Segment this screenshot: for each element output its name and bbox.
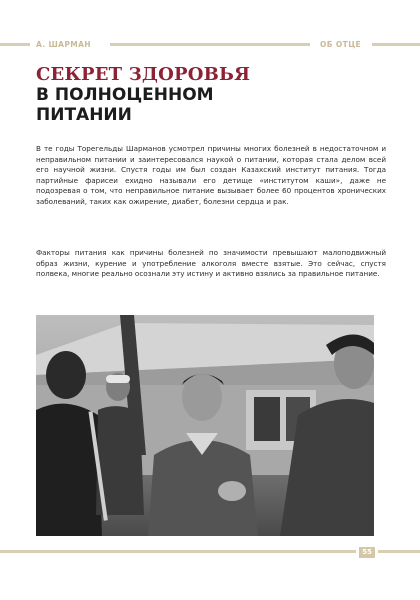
body-paragraph-1: В те годы Торегельды Шарманов усмотрел причины многих болезней в недостаточном и неправильном питании и заинтересовался наукой о питании, которая стала делом всей его научной жизни. Спустя годы им был создан Казахский институт питания. Тогда партийные фарисеи ехидно называли его детище «институтом каши», даже не подозревая о том, что неправильное питание вызывает более 60 процентов хронических заболеваний, таких как ожирение, диабет, болезни сердца и рак.: [36, 144, 386, 206]
footer-rule-right: [378, 550, 420, 553]
archival-photo: [36, 315, 374, 536]
body-paragraph-2: Факторы питания как причины болезней по значимости превышают малоподвижный образ жизни, курение и употребление алкоголя вместе взятые. Это сейчас, спустя полвека, многие реально осознали эту истину и активно взялись за правильное питание.: [36, 248, 386, 279]
article-title: [36, 64, 386, 125]
running-header-section: ОБ ОТЦЕ: [320, 40, 362, 49]
title-line-accent: СЕКРЕТ ЗДОРОВЬЯ: [36, 64, 251, 85]
running-header-author: А. ШАРМАН: [36, 40, 91, 49]
page-number: 55: [359, 547, 375, 558]
header-rule-middle: [110, 43, 310, 46]
footer-band: [0, 550, 420, 556]
photo-illustration: [36, 315, 374, 536]
header-rule-left: [0, 43, 30, 46]
title-line-3: ПИТАНИИ: [36, 105, 132, 125]
header-band: [0, 41, 420, 48]
header-rule-right: [372, 43, 420, 46]
footer-rule-left: [0, 550, 356, 553]
title-line-2: В ПОЛНОЦЕННОМ: [36, 85, 214, 105]
